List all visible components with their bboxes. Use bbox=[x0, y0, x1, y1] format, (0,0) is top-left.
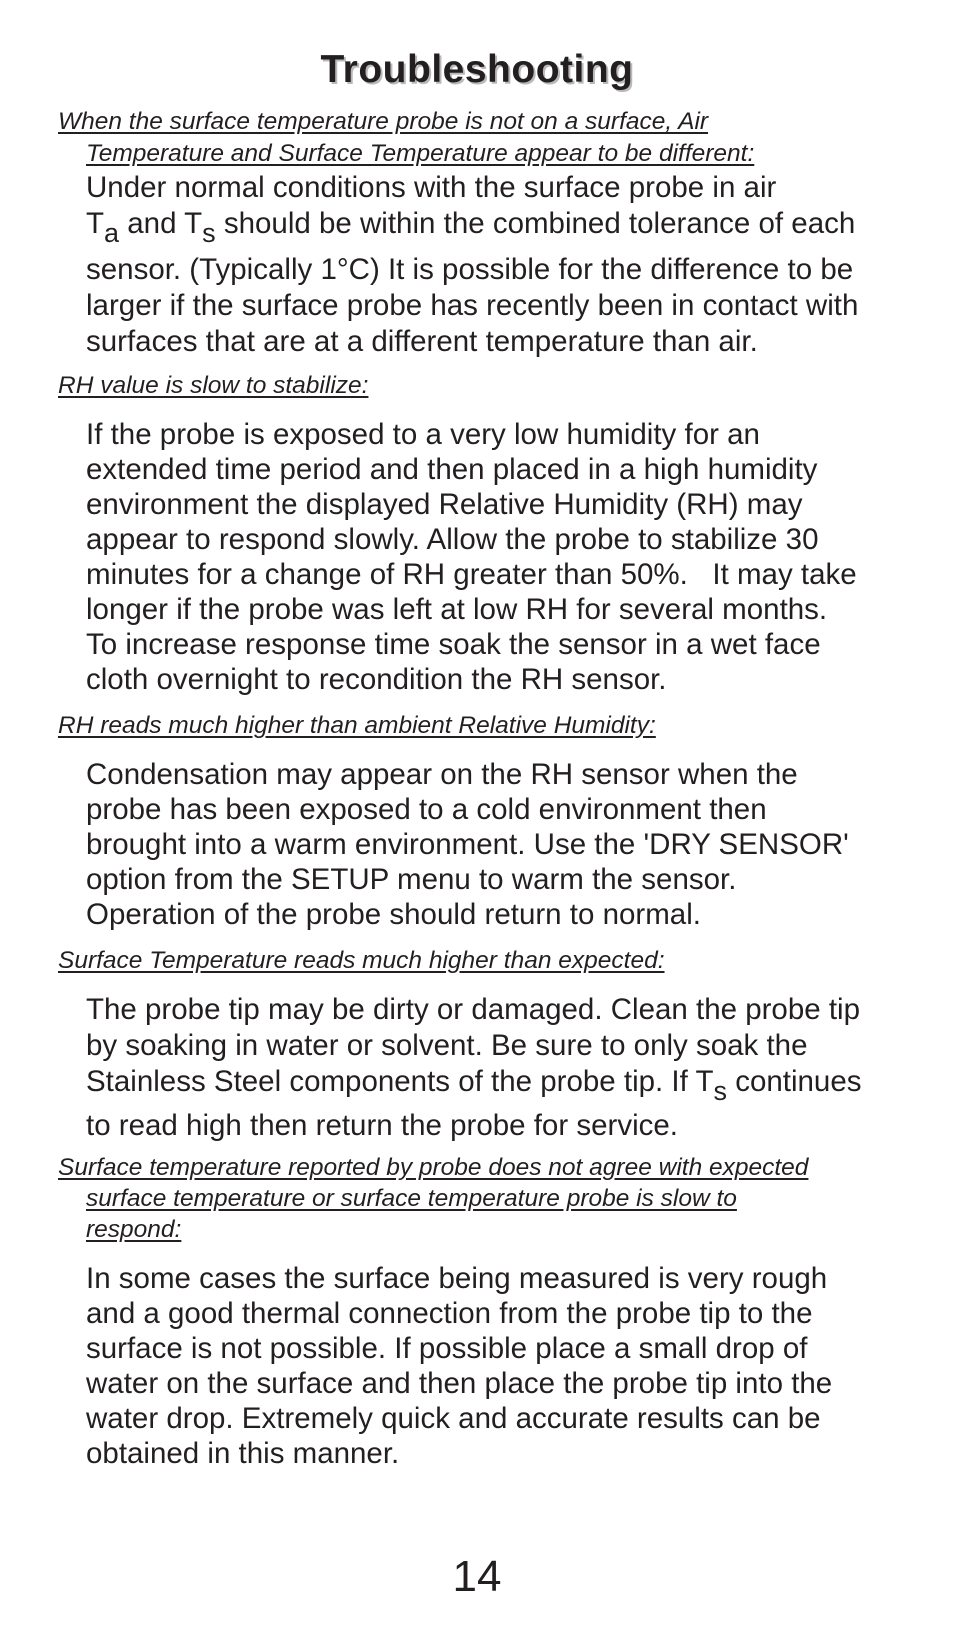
page-title: Troubleshooting bbox=[320, 48, 634, 91]
body-line: and a good thermal connection from the probe tip to the bbox=[86, 1297, 813, 1330]
subscript-a: a bbox=[104, 218, 120, 248]
section-heading bbox=[58, 1152, 910, 1245]
section-rh-slow bbox=[58, 370, 910, 697]
section-body bbox=[58, 417, 910, 697]
body-line: Under normal conditions with the surface probe in air bbox=[86, 171, 777, 204]
body-line: If the probe is exposed to a very low humidity for an bbox=[86, 418, 760, 451]
body-line: water drop. Extremely quick and accurate results can be bbox=[86, 1402, 821, 1435]
section-heading: RH reads much higher than ambient Relative Humidity: bbox=[58, 712, 656, 739]
body-line: brought into a warm environment. Use the 'DRY SENSOR' bbox=[86, 828, 849, 861]
heading-line: Surface temperature reported by probe does not agree with expected bbox=[58, 1154, 809, 1181]
body-line: to read high then return the probe for service. bbox=[86, 1109, 678, 1142]
section-rh-high bbox=[58, 710, 910, 932]
section-heading: Surface Temperature reads much higher than expected: bbox=[58, 947, 665, 974]
body-line: longer if the probe was left at low RH for several months. bbox=[86, 593, 828, 626]
body-text: T bbox=[86, 207, 105, 240]
body-text: Stainless Steel components of the probe tip. If T bbox=[86, 1065, 714, 1098]
body-line: larger if the surface probe has recently been in contact with bbox=[86, 289, 859, 322]
body-line: In some cases the surface being measured is very rough bbox=[86, 1262, 828, 1295]
section-body bbox=[58, 170, 910, 360]
heading-line: respond: bbox=[86, 1216, 182, 1243]
body-line: sensor. (Typically 1°C) It is possible for the difference to be bbox=[86, 253, 854, 286]
body-line: probe has been exposed to a cold environment then bbox=[86, 793, 767, 826]
section-body bbox=[58, 1261, 910, 1471]
section-heading bbox=[58, 106, 910, 170]
body-line: Condensation may appear on the RH sensor when the bbox=[86, 758, 798, 791]
body-text: should be within the combined tolerance of each bbox=[215, 207, 856, 240]
body-line: The probe tip may be dirty or damaged. Clean the probe tip bbox=[86, 993, 861, 1026]
body-line: Operation of the probe should return to normal. bbox=[86, 898, 701, 931]
body-line bbox=[86, 1064, 862, 1108]
body-line bbox=[86, 206, 855, 252]
subscript-s: s bbox=[713, 1076, 728, 1106]
section-body bbox=[58, 992, 910, 1144]
body-line: surfaces that are at a different temperature than air. bbox=[86, 325, 758, 358]
body-line: extended time period and then placed in a high humidity bbox=[86, 453, 818, 486]
body-text: continues bbox=[727, 1065, 862, 1098]
body-text: and T bbox=[119, 207, 203, 240]
body-line: surface is not possible. If possible place a small drop of bbox=[86, 1332, 808, 1365]
body-line: by soaking in water or solvent. Be sure to only soak the bbox=[86, 1029, 808, 1062]
body-line: option from the SETUP menu to warm the sensor. bbox=[86, 863, 737, 896]
section-body bbox=[58, 757, 910, 932]
section-surface-temp-disagree bbox=[58, 1152, 910, 1471]
body-line: appear to respond slowly. Allow the probe to stabilize 30 bbox=[86, 523, 819, 556]
heading-line: surface temperature or surface temperature probe is slow to bbox=[86, 1185, 737, 1212]
heading-line: Temperature and Surface Temperature appear to be different: bbox=[86, 140, 755, 167]
body-line: water on the surface and then place the probe tip into the bbox=[86, 1367, 833, 1400]
body-line: To increase response time soak the sensor in a wet face bbox=[86, 628, 821, 661]
body-line: cloth overnight to recondition the RH sensor. bbox=[86, 663, 667, 696]
body-line: obtained in this manner. bbox=[86, 1437, 400, 1470]
section-surface-temp-high bbox=[58, 945, 910, 1144]
section-air-vs-surface-temp bbox=[58, 106, 910, 360]
subscript-s: s bbox=[202, 218, 216, 248]
heading-line: When the surface temperature probe is not on a surface, Air bbox=[58, 108, 709, 135]
page-number: 14 bbox=[452, 1552, 502, 1601]
body-line: environment the displayed Relative Humidity (RH) may bbox=[86, 488, 803, 521]
body-line: minutes for a change of RH greater than 50%. It may take bbox=[86, 558, 857, 591]
section-heading: RH value is slow to stabilize: bbox=[58, 372, 369, 399]
